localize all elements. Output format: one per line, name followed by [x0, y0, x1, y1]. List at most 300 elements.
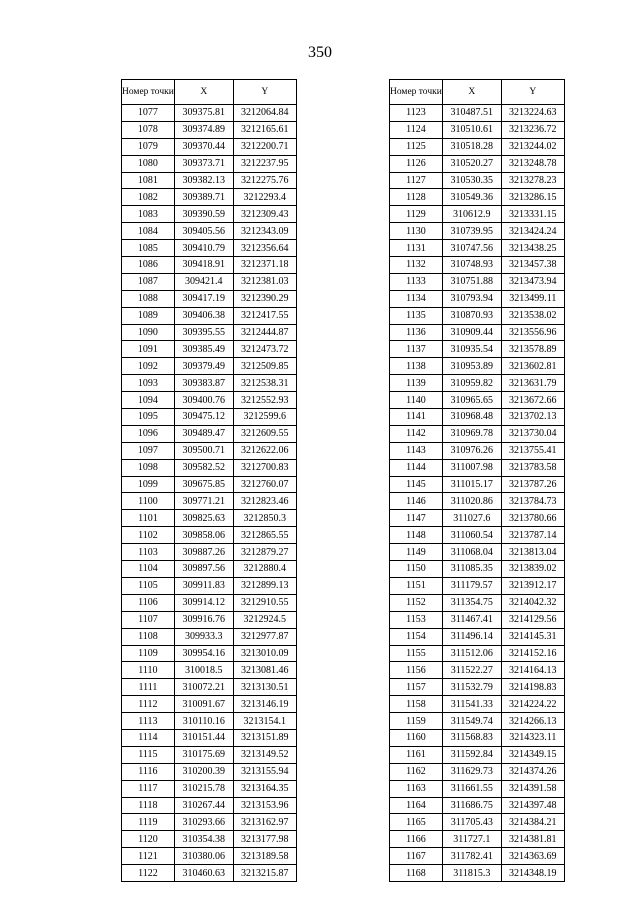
- table-row: [122, 510, 297, 527]
- y-coordinate-cell: 3213813.04: [501, 544, 564, 561]
- y-coordinate-cell: 3212609.55: [233, 425, 296, 442]
- y-coordinate-cell: 3213499.11: [501, 290, 564, 307]
- x-coordinate-cell: 309400.76: [174, 392, 233, 409]
- y-coordinate-cell: 3214349.15: [501, 746, 564, 763]
- point-number-cell: 1148: [390, 527, 443, 544]
- y-coordinate-cell: 3213457.38: [501, 257, 564, 274]
- point-number-cell: 1090: [122, 324, 175, 341]
- y-coordinate-cell: 3213248.78: [501, 155, 564, 172]
- point-number-cell: 1079: [122, 138, 175, 155]
- table-row: [122, 189, 297, 206]
- x-coordinate-cell: 309410.79: [174, 240, 233, 257]
- y-coordinate-cell: 3212850.3: [233, 510, 296, 527]
- point-number-cell: 1118: [122, 797, 175, 814]
- y-coordinate-cell: 3212444.87: [233, 324, 296, 341]
- point-number-cell: 1113: [122, 713, 175, 730]
- x-coordinate-cell: 311629.73: [442, 763, 501, 780]
- point-number-cell: 1146: [390, 493, 443, 510]
- point-number-cell: 1096: [122, 425, 175, 442]
- table-row: [122, 662, 297, 679]
- y-coordinate-cell: 3212390.29: [233, 290, 296, 307]
- y-coordinate-cell: 3213424.24: [501, 223, 564, 240]
- table-body-right: [390, 105, 565, 882]
- x-coordinate-cell: 311541.33: [442, 696, 501, 713]
- point-number-cell: 1140: [390, 392, 443, 409]
- point-number-cell: 1137: [390, 341, 443, 358]
- point-number-cell: 1142: [390, 425, 443, 442]
- point-number-cell: 1099: [122, 476, 175, 493]
- y-coordinate-cell: 3213081.46: [233, 662, 296, 679]
- point-number-cell: 1085: [122, 240, 175, 257]
- x-coordinate-cell: 311592.84: [442, 746, 501, 763]
- x-coordinate-cell: 310549.36: [442, 189, 501, 206]
- x-coordinate-cell: 309933.3: [174, 628, 233, 645]
- table-row: [122, 358, 297, 375]
- y-coordinate-cell: 3214198.83: [501, 679, 564, 696]
- table-row: [390, 240, 565, 257]
- y-coordinate-cell: 3214164.13: [501, 662, 564, 679]
- y-coordinate-cell: 3213602.81: [501, 358, 564, 375]
- point-number-cell: 1087: [122, 273, 175, 290]
- point-number-cell: 1082: [122, 189, 175, 206]
- point-number-cell: 1111: [122, 679, 175, 696]
- x-coordinate-cell: 310520.27: [442, 155, 501, 172]
- y-coordinate-cell: 3212309.43: [233, 206, 296, 223]
- point-number-cell: 1143: [390, 442, 443, 459]
- table-row: [122, 797, 297, 814]
- table-row: [390, 189, 565, 206]
- x-coordinate-cell: 310267.44: [174, 797, 233, 814]
- table-row: [122, 206, 297, 223]
- y-coordinate-cell: 3213010.09: [233, 645, 296, 662]
- x-coordinate-cell: 310380.06: [174, 848, 233, 865]
- y-coordinate-cell: 3212899.13: [233, 577, 296, 594]
- table-row: [390, 797, 565, 814]
- table-row: [390, 645, 565, 662]
- table-row: [390, 172, 565, 189]
- table-row: [122, 121, 297, 138]
- point-number-cell: 1162: [390, 763, 443, 780]
- x-coordinate-cell: 310487.51: [442, 105, 501, 122]
- x-coordinate-cell: 311015.17: [442, 476, 501, 493]
- x-coordinate-cell: 311568.83: [442, 729, 501, 746]
- y-coordinate-cell: 3214042.32: [501, 594, 564, 611]
- table-row: [122, 561, 297, 578]
- y-coordinate-cell: 3213787.26: [501, 476, 564, 493]
- y-coordinate-cell: 3213538.02: [501, 307, 564, 324]
- table-row: [390, 577, 565, 594]
- table-row: [390, 425, 565, 442]
- y-coordinate-cell: 3213189.58: [233, 848, 296, 865]
- x-coordinate-cell: 310293.66: [174, 814, 233, 831]
- point-number-cell: 1078: [122, 121, 175, 138]
- y-coordinate-cell: 3214224.22: [501, 696, 564, 713]
- y-coordinate-cell: 3212700.83: [233, 459, 296, 476]
- x-header: X: [442, 80, 501, 105]
- y-coordinate-cell: 3212910.55: [233, 594, 296, 611]
- point-number-cell: 1134: [390, 290, 443, 307]
- point-number-cell: 1089: [122, 307, 175, 324]
- y-coordinate-cell: 3213278.23: [501, 172, 564, 189]
- x-coordinate-cell: 310870.93: [442, 307, 501, 324]
- point-number-cell: 1150: [390, 561, 443, 578]
- point-number-cell: 1107: [122, 611, 175, 628]
- table-row: [122, 577, 297, 594]
- point-number-header: Номер точки: [390, 80, 443, 105]
- y-coordinate-cell: 3212880.4: [233, 561, 296, 578]
- y-coordinate-cell: 3214145.31: [501, 628, 564, 645]
- x-coordinate-cell: 310739.95: [442, 223, 501, 240]
- y-coordinate-cell: 3212879.27: [233, 544, 296, 561]
- x-coordinate-cell: 309417.19: [174, 290, 233, 307]
- table-row: [390, 138, 565, 155]
- x-coordinate-cell: 309375.81: [174, 105, 233, 122]
- y-coordinate-cell: 3213730.04: [501, 425, 564, 442]
- point-number-cell: 1163: [390, 780, 443, 797]
- point-number-cell: 1104: [122, 561, 175, 578]
- x-coordinate-cell: 310175.69: [174, 746, 233, 763]
- point-number-cell: 1126: [390, 155, 443, 172]
- point-number-cell: 1086: [122, 257, 175, 274]
- y-coordinate-cell: 3214129.56: [501, 611, 564, 628]
- x-coordinate-cell: 309916.76: [174, 611, 233, 628]
- table-row: [122, 324, 297, 341]
- table-row: [390, 358, 565, 375]
- point-number-cell: 1144: [390, 459, 443, 476]
- x-coordinate-cell: 309370.44: [174, 138, 233, 155]
- table-row: [122, 273, 297, 290]
- table-row: [390, 510, 565, 527]
- y-coordinate-cell: 3213755.41: [501, 442, 564, 459]
- table-row: [390, 105, 565, 122]
- table-row: [122, 105, 297, 122]
- table-row: [122, 780, 297, 797]
- x-coordinate-cell: 309374.89: [174, 121, 233, 138]
- point-number-cell: 1161: [390, 746, 443, 763]
- y-coordinate-cell: 3214348.19: [501, 865, 564, 882]
- table-row: [390, 307, 565, 324]
- table-row: [390, 729, 565, 746]
- y-coordinate-cell: 3213780.66: [501, 510, 564, 527]
- y-coordinate-cell: 3212509.85: [233, 358, 296, 375]
- point-number-cell: 1145: [390, 476, 443, 493]
- x-coordinate-cell: 310976.26: [442, 442, 501, 459]
- x-coordinate-cell: 311467.41: [442, 611, 501, 628]
- point-number-cell: 1157: [390, 679, 443, 696]
- x-coordinate-cell: 310909.44: [442, 324, 501, 341]
- x-coordinate-cell: 311782.41: [442, 848, 501, 865]
- point-number-cell: 1128: [390, 189, 443, 206]
- x-coordinate-cell: 310747.56: [442, 240, 501, 257]
- table-row: [122, 459, 297, 476]
- point-number-cell: 1167: [390, 848, 443, 865]
- x-coordinate-cell: 310751.88: [442, 273, 501, 290]
- point-number-cell: 1109: [122, 645, 175, 662]
- y-coordinate-cell: 3212473.72: [233, 341, 296, 358]
- table-row: [390, 594, 565, 611]
- x-coordinate-cell: 309389.71: [174, 189, 233, 206]
- table-row: [390, 763, 565, 780]
- y-coordinate-cell: 3213702.13: [501, 409, 564, 426]
- point-number-cell: 1112: [122, 696, 175, 713]
- point-number-cell: 1117: [122, 780, 175, 797]
- y-coordinate-cell: 3212064.84: [233, 105, 296, 122]
- x-coordinate-cell: 311027.6: [442, 510, 501, 527]
- table-row: [390, 848, 565, 865]
- y-coordinate-cell: 3213473.94: [501, 273, 564, 290]
- table-row: [390, 662, 565, 679]
- point-number-cell: 1100: [122, 493, 175, 510]
- point-number-cell: 1095: [122, 409, 175, 426]
- x-coordinate-cell: 309475.12: [174, 409, 233, 426]
- y-coordinate-cell: 3214374.26: [501, 763, 564, 780]
- table-row: [122, 814, 297, 831]
- x-coordinate-cell: 310091.67: [174, 696, 233, 713]
- point-number-cell: 1116: [122, 763, 175, 780]
- y-coordinate-cell: 3213783.58: [501, 459, 564, 476]
- x-coordinate-cell: 309825.63: [174, 510, 233, 527]
- table-row: [122, 628, 297, 645]
- table-row: [122, 746, 297, 763]
- y-coordinate-cell: 3214266.13: [501, 713, 564, 730]
- x-coordinate-cell: 309858.06: [174, 527, 233, 544]
- point-number-cell: 1084: [122, 223, 175, 240]
- table-row: [122, 848, 297, 865]
- table-row: [390, 780, 565, 797]
- point-number-cell: 1091: [122, 341, 175, 358]
- y-coordinate-cell: 3213286.15: [501, 189, 564, 206]
- x-coordinate-cell: 311007.98: [442, 459, 501, 476]
- y-coordinate-cell: 3212356.64: [233, 240, 296, 257]
- x-coordinate-cell: 311020.86: [442, 493, 501, 510]
- x-coordinate-cell: 311727.1: [442, 831, 501, 848]
- x-coordinate-cell: 310200.39: [174, 763, 233, 780]
- coordinates-table-right: [389, 79, 565, 882]
- y-coordinate-cell: 3213578.89: [501, 341, 564, 358]
- table-row: [122, 476, 297, 493]
- y-coordinate-cell: 3213224.63: [501, 105, 564, 122]
- x-coordinate-cell: 309914.12: [174, 594, 233, 611]
- y-coordinate-cell: 3213236.72: [501, 121, 564, 138]
- table-row: [122, 425, 297, 442]
- table-row: [390, 865, 565, 882]
- x-coordinate-cell: 309390.59: [174, 206, 233, 223]
- y-coordinate-cell: 3213177.98: [233, 831, 296, 848]
- y-coordinate-cell: 3212371.18: [233, 257, 296, 274]
- y-coordinate-cell: 3214391.58: [501, 780, 564, 797]
- point-number-cell: 1133: [390, 273, 443, 290]
- point-number-cell: 1123: [390, 105, 443, 122]
- point-number-cell: 1168: [390, 865, 443, 882]
- table-row: [390, 206, 565, 223]
- x-coordinate-cell: 310018.5: [174, 662, 233, 679]
- table-row: [390, 544, 565, 561]
- table-row: [122, 611, 297, 628]
- x-coordinate-cell: 309675.85: [174, 476, 233, 493]
- x-coordinate-cell: 310460.63: [174, 865, 233, 882]
- point-number-cell: 1132: [390, 257, 443, 274]
- x-coordinate-cell: 309373.71: [174, 155, 233, 172]
- table-row: [390, 290, 565, 307]
- x-coordinate-cell: 310968.48: [442, 409, 501, 426]
- point-number-cell: 1147: [390, 510, 443, 527]
- table-row: [122, 409, 297, 426]
- coordinates-table-left: [121, 79, 297, 882]
- table-row: [390, 341, 565, 358]
- x-coordinate-cell: 311060.54: [442, 527, 501, 544]
- table-row: [390, 442, 565, 459]
- table-row: [122, 645, 297, 662]
- y-coordinate-cell: 3213784.73: [501, 493, 564, 510]
- point-number-cell: 1131: [390, 240, 443, 257]
- y-coordinate-cell: 3212417.55: [233, 307, 296, 324]
- y-coordinate-cell: 3213331.15: [501, 206, 564, 223]
- table-row: [122, 594, 297, 611]
- x-coordinate-cell: 310110.16: [174, 713, 233, 730]
- y-header: Y: [233, 80, 296, 105]
- point-number-header: Номер точки: [122, 80, 175, 105]
- point-number-cell: 1154: [390, 628, 443, 645]
- table-row: [122, 155, 297, 172]
- table-row: [122, 138, 297, 155]
- x-coordinate-cell: 309954.16: [174, 645, 233, 662]
- y-coordinate-cell: 3213244.02: [501, 138, 564, 155]
- table-row: [122, 223, 297, 240]
- y-coordinate-cell: 3214381.81: [501, 831, 564, 848]
- point-number-cell: 1158: [390, 696, 443, 713]
- table-row: [390, 713, 565, 730]
- point-number-cell: 1166: [390, 831, 443, 848]
- point-number-cell: 1105: [122, 577, 175, 594]
- table-body-left: [122, 105, 297, 882]
- y-coordinate-cell: 3212599.6: [233, 409, 296, 426]
- y-coordinate-cell: 3213912.17: [501, 577, 564, 594]
- table-row: [390, 409, 565, 426]
- y-coordinate-cell: 3212552.93: [233, 392, 296, 409]
- point-number-cell: 1108: [122, 628, 175, 645]
- y-coordinate-cell: 3213672.66: [501, 392, 564, 409]
- table-row: [122, 172, 297, 189]
- x-coordinate-cell: 309771.21: [174, 493, 233, 510]
- x-coordinate-cell: 310969.78: [442, 425, 501, 442]
- x-coordinate-cell: 309405.56: [174, 223, 233, 240]
- table-row: [122, 729, 297, 746]
- table-row: [390, 696, 565, 713]
- table-row: [390, 628, 565, 645]
- x-coordinate-cell: 309406.38: [174, 307, 233, 324]
- point-number-cell: 1115: [122, 746, 175, 763]
- point-number-cell: 1165: [390, 814, 443, 831]
- point-number-cell: 1094: [122, 392, 175, 409]
- point-number-cell: 1098: [122, 459, 175, 476]
- point-number-cell: 1138: [390, 358, 443, 375]
- y-coordinate-cell: 3212977.87: [233, 628, 296, 645]
- table-row: [390, 257, 565, 274]
- point-number-cell: 1101: [122, 510, 175, 527]
- y-coordinate-cell: 3212622.06: [233, 442, 296, 459]
- x-coordinate-cell: 309382.13: [174, 172, 233, 189]
- y-coordinate-cell: 3212865.55: [233, 527, 296, 544]
- y-coordinate-cell: 3213787.14: [501, 527, 564, 544]
- page-number: 350: [308, 44, 332, 61]
- x-coordinate-cell: 310510.61: [442, 121, 501, 138]
- y-coordinate-cell: 3213153.96: [233, 797, 296, 814]
- table-row: [390, 814, 565, 831]
- point-number-cell: 1159: [390, 713, 443, 730]
- y-coordinate-cell: 3212381.03: [233, 273, 296, 290]
- y-coordinate-cell: 3214397.48: [501, 797, 564, 814]
- y-coordinate-cell: 3213164.35: [233, 780, 296, 797]
- x-coordinate-cell: 311549.74: [442, 713, 501, 730]
- table-row: [122, 375, 297, 392]
- y-coordinate-cell: 3213151.89: [233, 729, 296, 746]
- point-number-cell: 1141: [390, 409, 443, 426]
- point-number-cell: 1130: [390, 223, 443, 240]
- x-coordinate-cell: 309383.87: [174, 375, 233, 392]
- x-coordinate-cell: 310354.38: [174, 831, 233, 848]
- x-coordinate-cell: 309911.83: [174, 577, 233, 594]
- x-coordinate-cell: 309500.71: [174, 442, 233, 459]
- x-coordinate-cell: 310530.35: [442, 172, 501, 189]
- point-number-cell: 1160: [390, 729, 443, 746]
- y-coordinate-cell: 3212200.71: [233, 138, 296, 155]
- point-number-cell: 1097: [122, 442, 175, 459]
- x-coordinate-cell: 309395.55: [174, 324, 233, 341]
- table-row: [390, 375, 565, 392]
- x-coordinate-cell: 311512.06: [442, 645, 501, 662]
- table-row: [122, 290, 297, 307]
- x-coordinate-cell: 310612.9: [442, 206, 501, 223]
- table-row: [122, 392, 297, 409]
- x-coordinate-cell: 311532.79: [442, 679, 501, 696]
- x-coordinate-cell: 309582.52: [174, 459, 233, 476]
- x-coordinate-cell: 311179.57: [442, 577, 501, 594]
- y-coordinate-cell: 3212823.46: [233, 493, 296, 510]
- table-row: [390, 476, 565, 493]
- y-coordinate-cell: 3213438.25: [501, 240, 564, 257]
- point-number-cell: 1125: [390, 138, 443, 155]
- table-row: [122, 307, 297, 324]
- x-coordinate-cell: 311068.04: [442, 544, 501, 561]
- y-coordinate-cell: 3212924.5: [233, 611, 296, 628]
- y-coordinate-cell: 3212293.4: [233, 189, 296, 206]
- point-number-cell: 1088: [122, 290, 175, 307]
- point-number-cell: 1077: [122, 105, 175, 122]
- y-coordinate-cell: 3213155.94: [233, 763, 296, 780]
- y-coordinate-cell: 3214152.16: [501, 645, 564, 662]
- x-header: X: [174, 80, 233, 105]
- y-coordinate-cell: 3213149.52: [233, 746, 296, 763]
- point-number-cell: 1081: [122, 172, 175, 189]
- x-coordinate-cell: 310793.94: [442, 290, 501, 307]
- table-row: [390, 273, 565, 290]
- table-header-row: [122, 80, 297, 105]
- table-row: [122, 831, 297, 848]
- table-row: [390, 155, 565, 172]
- x-coordinate-cell: 309385.49: [174, 341, 233, 358]
- y-coordinate-cell: 3214384.21: [501, 814, 564, 831]
- x-coordinate-cell: 309421.4: [174, 273, 233, 290]
- table-row: [390, 746, 565, 763]
- point-number-cell: 1093: [122, 375, 175, 392]
- x-coordinate-cell: 310518.28: [442, 138, 501, 155]
- x-coordinate-cell: 310072.21: [174, 679, 233, 696]
- y-coordinate-cell: 3212538.31: [233, 375, 296, 392]
- y-coordinate-cell: 3213154.1: [233, 713, 296, 730]
- x-coordinate-cell: 310965.65: [442, 392, 501, 409]
- x-coordinate-cell: 310959.82: [442, 375, 501, 392]
- y-coordinate-cell: 3213215.87: [233, 865, 296, 882]
